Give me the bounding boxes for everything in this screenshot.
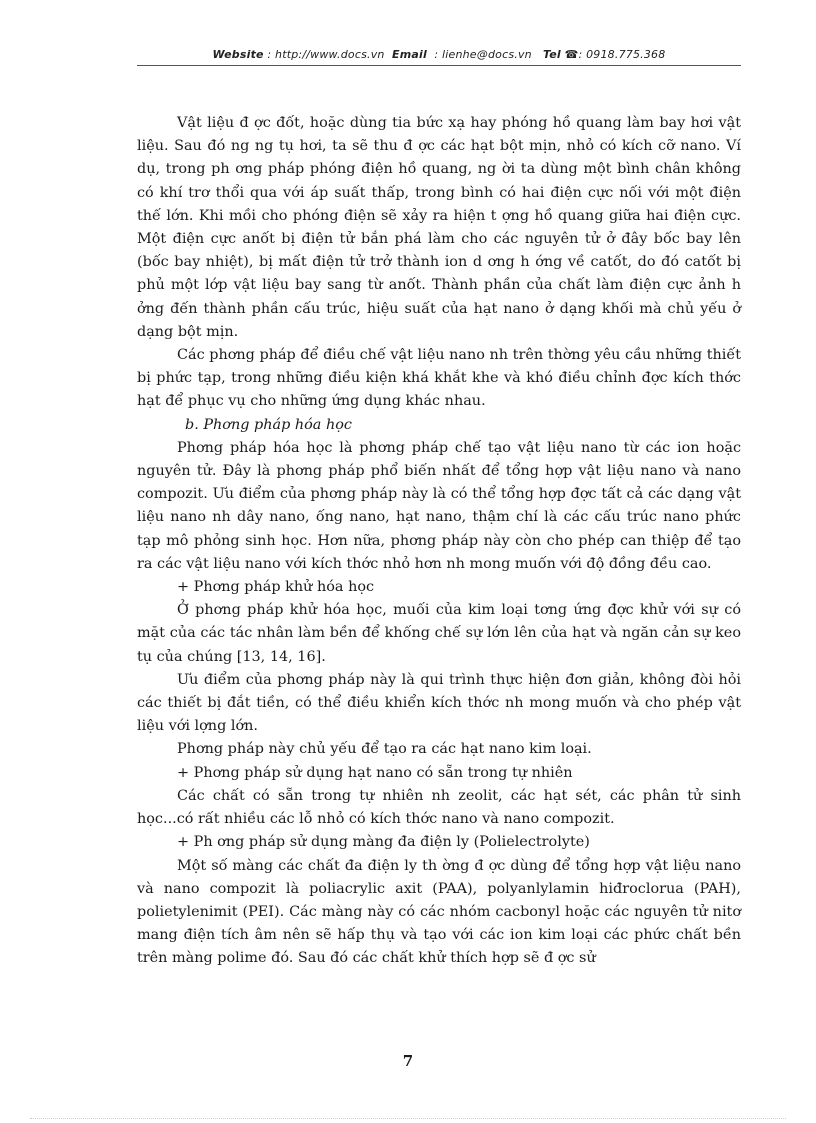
section-heading: b. Phơng pháp hóa học xyxy=(185,416,352,433)
footer-divider xyxy=(30,1118,786,1119)
paragraph: Phơng pháp hóa học là phơng pháp chế tạo vật liệu nano từ các ion hoặc nguyên tử. Đây là phơng pháp phổ biến nhất để tổng hợp vật liệu nano và nano compozit. Ưu điểm của phơng pháp này là có thể tổng hợp đợc tất cả các dạng vật liệu nano nh dây nano, ống nano, hạt nano, thậm chí là các cấu trúc nano phức tạp mô phỏng sinh học. Hơn nữa, phơng pháp này còn cho phép can thiệp để tạo ra các vật liệu nano với kích thớc nhỏ hơn nh mong muốn với độ đồng đều cao. xyxy=(137,439,741,572)
document-body xyxy=(137,112,741,971)
website-separator: : xyxy=(263,48,276,61)
paragraph: Các chất có sẵn trong tự nhiên nh zeolit, các hạt sét, các phân tử sinh học...có rất nhiều các lỗ nhỏ có kích thớc nano và nano compozit. xyxy=(137,787,741,828)
tel-value: 0918.775.368 xyxy=(586,48,666,61)
paragraph: Một số màng các chất đa điện ly th ờng đ ợc dùng để tổng hợp vật liệu nano và nano compozit là poliacrylic axit (PAA), polyanlylamin hiđroclorua (PAH), polietylenimit (PEI). Các màng này có các nhóm cacbonyl hoặc các nguyên tử nitơ mang điện tích âm nên sẽ hấp thụ và tạo với các ion kim loại các phức chất bền trên màng polime đó. Sau đó các chất khử thích hợp sẽ đ ợc sử xyxy=(137,857,741,967)
email-link[interactable]: lienhe@docs.vn xyxy=(441,48,532,61)
header-divider xyxy=(137,65,741,66)
website-label: Website xyxy=(212,48,264,61)
paragraph: Phơng pháp này chủ yếu để tạo ra các hạt nano kim loại. xyxy=(177,741,592,758)
phone-icon: ☎ xyxy=(564,48,579,61)
email-separator: : xyxy=(430,48,442,61)
page-header xyxy=(137,48,741,61)
email-label: Email xyxy=(392,48,427,61)
subsection-heading: + Phơng pháp sử dụng hạt nano có sẵn trong tự nhiên xyxy=(177,764,573,781)
subsection-heading: + Ph ơng pháp sử dụng màng đa điện ly (Polielectrolyte) xyxy=(177,834,590,851)
paragraph: Ưu điểm của phơng pháp này là qui trình thực hiện đơn giản, không đòi hỏi các thiết bị đắt tiền, có thể điều khiển kích thớc nh mong muốn và cho phép vật liệu với lợng lớn. xyxy=(137,671,741,735)
paragraph: Ở phơng pháp khử hóa học, muối của kim loại tơng ứng đợc khử với sự có mặt của các tác nhân làm bền để khống chế sự lớn lên của hạt và ngăn cản sự keo tụ của chúng [13, 14, 16]. xyxy=(137,602,741,665)
tel-separator: : xyxy=(578,48,587,61)
website-link[interactable]: http://www.docs.vn xyxy=(275,48,385,61)
page-number: 7 xyxy=(402,1052,414,1070)
paragraph: Vật liệu đ ợc đốt, hoặc dùng tia bức xạ hay phóng hồ quang làm bay hơi vật liệu. Sau đó ng ng tụ hơi, ta sẽ thu đ ợc các hạt bột mịn, nhỏ có kích cỡ nano. Ví dụ, trong ph ơng pháp phóng điện hồ quang, ng ời ta dùng một bình chân không có khí trơ thổi qua với áp suất thấp, trong bình có hai điện cực nối với một điện thế lớn. Khi mồi cho phóng điện sẽ xảy ra hiện t ợng hồ quang giữa hai điện cực. Một điện cực anốt bị điện tử bắn phá làm cho các nguyên tử ở đây bốc bay lên (bốc bay nhiệt), bị mất điện tử trở thành ion d ơng h ớng về catốt, do đó catốt bị phủ một lớp vật liệu bay sang từ anốt. Thành phần của chất làm điện cực ảnh h ởng đến thành phần cấu trúc, hiệu suất của hạt nano ở dạng khối mà chủ yếu ở dạng bột mịn. xyxy=(137,115,741,340)
subsection-heading: + Phơng pháp khử hóa học xyxy=(177,579,375,596)
tel-label: Tel xyxy=(542,48,561,61)
paragraph: Các phơng pháp để điều chế vật liệu nano nh trên thờng yêu cầu những thiết bị phức tạp, trong những điều kiện khá khắt khe và khó điều chỉnh đợc kích thớc hạt để phục vụ cho những ứng dụng khác nhau. xyxy=(137,347,741,410)
